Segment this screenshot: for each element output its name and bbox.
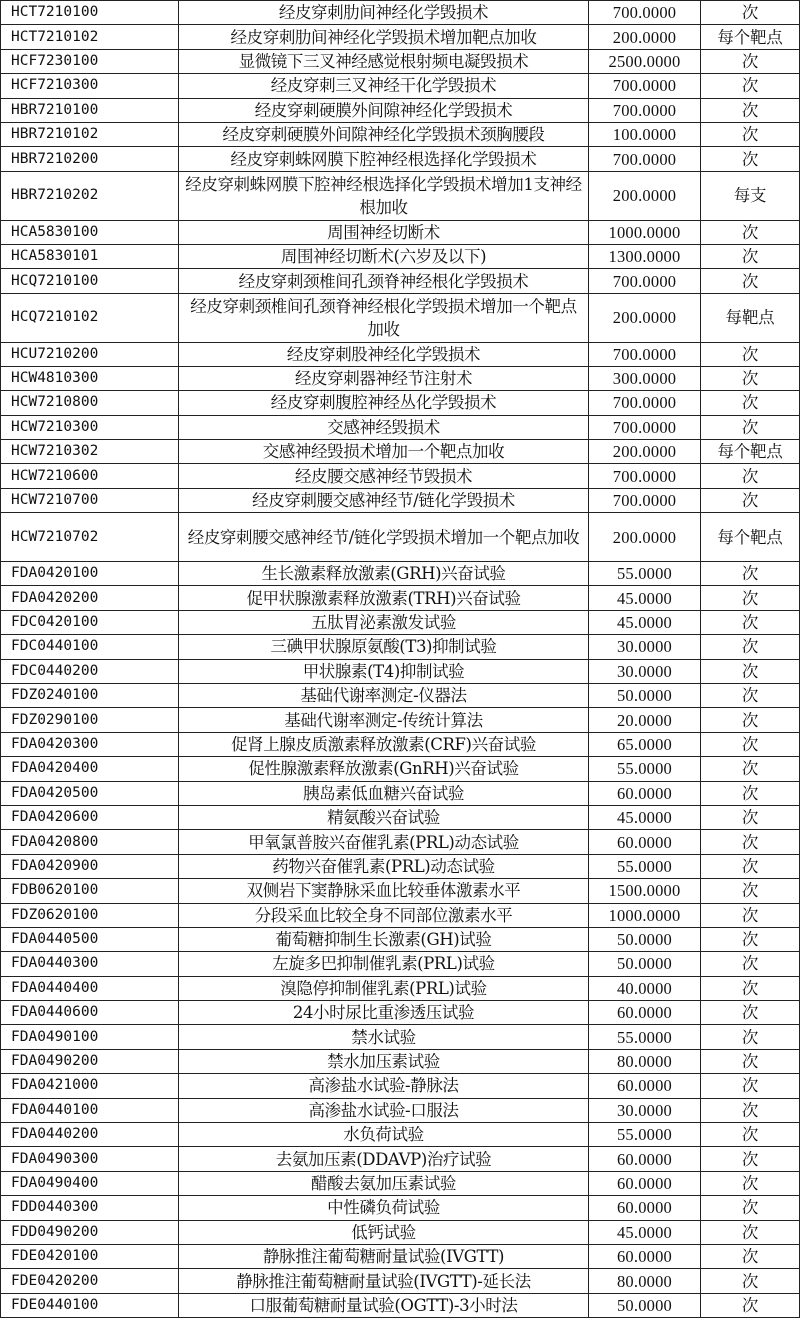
item-code-cell: FDC0440100 bbox=[1, 635, 179, 659]
item-unit-cell: 次 bbox=[701, 562, 800, 586]
table-row bbox=[1, 1, 800, 25]
table-row bbox=[1, 513, 800, 562]
item-unit-cell: 次 bbox=[701, 488, 800, 512]
item-unit-cell: 次 bbox=[701, 610, 800, 634]
item-code-cell: FDZ0290100 bbox=[1, 708, 179, 732]
item-unit-cell: 次 bbox=[701, 659, 800, 683]
item-code-cell: FDA0420500 bbox=[1, 781, 179, 805]
item-price-cell: 700.0000 bbox=[589, 342, 701, 366]
item-unit-cell: 次 bbox=[701, 74, 800, 98]
item-code-cell: FDA0420200 bbox=[1, 586, 179, 610]
item-price-cell: 300.0000 bbox=[589, 366, 701, 390]
item-code-cell: FDD0490200 bbox=[1, 1220, 179, 1244]
table-row bbox=[1, 1147, 800, 1171]
item-code-cell: FDA0420400 bbox=[1, 757, 179, 781]
item-unit-cell: 次 bbox=[701, 635, 800, 659]
item-unit-cell: 次 bbox=[701, 98, 800, 122]
table-row bbox=[1, 464, 800, 488]
item-price-cell: 60.0000 bbox=[589, 1171, 701, 1195]
table-row bbox=[1, 1196, 800, 1220]
table-row bbox=[1, 1001, 800, 1025]
table-row bbox=[1, 391, 800, 415]
item-code-cell: FDA0440500 bbox=[1, 927, 179, 951]
item-price-cell: 45.0000 bbox=[589, 1220, 701, 1244]
table-row bbox=[1, 171, 800, 220]
item-name-cell: 经皮穿刺腰交感神经节/链化学毁损术 bbox=[179, 488, 589, 512]
table-row bbox=[1, 610, 800, 634]
item-code-cell: FDA0421000 bbox=[1, 1074, 179, 1098]
item-name-cell: 经皮穿刺腹腔神经丛化学毁损术 bbox=[179, 391, 589, 415]
item-name-cell: 生长激素释放激素(GRH)兴奋试验 bbox=[179, 562, 589, 586]
item-code-cell: HBR7210102 bbox=[1, 122, 179, 146]
item-unit-cell: 次 bbox=[701, 732, 800, 756]
item-unit-cell: 次 bbox=[701, 708, 800, 732]
table-row bbox=[1, 244, 800, 268]
item-unit-cell: 次 bbox=[701, 683, 800, 707]
item-price-cell: 50.0000 bbox=[589, 927, 701, 951]
table-row bbox=[1, 659, 800, 683]
item-price-cell: 200.0000 bbox=[589, 440, 701, 464]
item-name-cell: 交感神经毁损术增加一个靶点加收 bbox=[179, 440, 589, 464]
item-name-cell: 胰岛素低血糖兴奋试验 bbox=[179, 781, 589, 805]
item-price-cell: 1300.0000 bbox=[589, 244, 701, 268]
item-code-cell: FDC0420100 bbox=[1, 610, 179, 634]
item-code-cell: FDE0420100 bbox=[1, 1244, 179, 1268]
table-row bbox=[1, 683, 800, 707]
table-row bbox=[1, 586, 800, 610]
item-price-cell: 30.0000 bbox=[589, 635, 701, 659]
item-name-cell: 高渗盐水试验-静脉法 bbox=[179, 1074, 589, 1098]
item-code-cell: FDC0440200 bbox=[1, 659, 179, 683]
item-name-cell: 口服葡萄糖耐量试验(OGTT)-3小时法 bbox=[179, 1293, 589, 1317]
item-code-cell: HCW7210702 bbox=[1, 513, 179, 562]
table-row bbox=[1, 732, 800, 756]
item-unit-cell: 次 bbox=[701, 1074, 800, 1098]
item-price-cell: 200.0000 bbox=[589, 25, 701, 49]
item-code-cell: HCA5830101 bbox=[1, 244, 179, 268]
item-name-cell: 基础代谢率测定-传统计算法 bbox=[179, 708, 589, 732]
item-code-cell: HCA5830100 bbox=[1, 220, 179, 244]
item-code-cell: FDA0490400 bbox=[1, 1171, 179, 1195]
item-price-cell: 60.0000 bbox=[589, 1196, 701, 1220]
item-code-cell: FDA0490200 bbox=[1, 1049, 179, 1073]
item-price-cell: 700.0000 bbox=[589, 1, 701, 25]
item-name-cell: 显微镜下三叉神经感觉根射频电凝毁损术 bbox=[179, 49, 589, 73]
item-price-cell: 50.0000 bbox=[589, 683, 701, 707]
item-price-cell: 200.0000 bbox=[589, 513, 701, 562]
item-code-cell: FDA0420300 bbox=[1, 732, 179, 756]
item-price-cell: 20.0000 bbox=[589, 708, 701, 732]
item-code-cell: HBR7210202 bbox=[1, 171, 179, 220]
item-code-cell: HCQ7210102 bbox=[1, 293, 179, 342]
item-code-cell: HCT7210100 bbox=[1, 1, 179, 25]
item-code-cell: HCQ7210100 bbox=[1, 269, 179, 293]
table-row bbox=[1, 74, 800, 98]
table-row bbox=[1, 976, 800, 1000]
table-row bbox=[1, 879, 800, 903]
item-name-cell: 分段采血比较全身不同部位激素水平 bbox=[179, 903, 589, 927]
table-row bbox=[1, 25, 800, 49]
item-unit-cell: 次 bbox=[701, 879, 800, 903]
item-code-cell: FDA0440100 bbox=[1, 1098, 179, 1122]
table-row bbox=[1, 1098, 800, 1122]
item-code-cell: FDA0420900 bbox=[1, 854, 179, 878]
item-price-cell: 60.0000 bbox=[589, 1001, 701, 1025]
item-name-cell: 醋酸去氨加压素试验 bbox=[179, 1171, 589, 1195]
table-row bbox=[1, 122, 800, 146]
item-unit-cell: 次 bbox=[701, 830, 800, 854]
item-name-cell: 24小时尿比重渗透压试验 bbox=[179, 1001, 589, 1025]
item-price-cell: 200.0000 bbox=[589, 171, 701, 220]
item-code-cell: HBR7210200 bbox=[1, 147, 179, 171]
item-name-cell: 经皮穿刺腰交感神经节/链化学毁损术增加一个靶点加收 bbox=[179, 513, 589, 562]
item-code-cell: FDB0620100 bbox=[1, 879, 179, 903]
item-unit-cell: 次 bbox=[701, 952, 800, 976]
item-price-cell: 700.0000 bbox=[589, 415, 701, 439]
item-unit-cell: 次 bbox=[701, 1196, 800, 1220]
table-row bbox=[1, 635, 800, 659]
item-unit-cell: 次 bbox=[701, 586, 800, 610]
item-name-cell: 促性腺激素释放激素(GnRH)兴奋试验 bbox=[179, 757, 589, 781]
item-code-cell: HBR7210100 bbox=[1, 98, 179, 122]
item-price-cell: 80.0000 bbox=[589, 1269, 701, 1293]
table-row bbox=[1, 1171, 800, 1195]
item-price-cell: 50.0000 bbox=[589, 1293, 701, 1317]
table-row bbox=[1, 98, 800, 122]
item-code-cell: HCT7210102 bbox=[1, 25, 179, 49]
item-unit-cell: 次 bbox=[701, 49, 800, 73]
table-row bbox=[1, 1049, 800, 1073]
item-name-cell: 静脉推注葡萄糖耐量试验(IVGTT)-延长法 bbox=[179, 1269, 589, 1293]
item-unit-cell: 次 bbox=[701, 415, 800, 439]
item-name-cell: 溴隐停抑制催乳素(PRL)试验 bbox=[179, 976, 589, 1000]
item-price-cell: 700.0000 bbox=[589, 488, 701, 512]
item-unit-cell: 次 bbox=[701, 464, 800, 488]
item-price-cell: 200.0000 bbox=[589, 293, 701, 342]
item-name-cell: 经皮穿刺颈椎间孔颈脊神经根化学毁损术 bbox=[179, 269, 589, 293]
item-code-cell: HCF7230100 bbox=[1, 49, 179, 73]
item-code-cell: FDA0420100 bbox=[1, 562, 179, 586]
item-name-cell: 三碘甲状腺原氨酸(T3)抑制试验 bbox=[179, 635, 589, 659]
table-row bbox=[1, 805, 800, 829]
item-price-cell: 65.0000 bbox=[589, 732, 701, 756]
table-row bbox=[1, 1074, 800, 1098]
item-price-cell: 1500.0000 bbox=[589, 879, 701, 903]
item-unit-cell: 次 bbox=[701, 220, 800, 244]
item-name-cell: 经皮穿刺颈椎间孔颈脊神经根化学毁损术增加一个靶点加收 bbox=[179, 293, 589, 342]
item-code-cell: FDE0440100 bbox=[1, 1293, 179, 1317]
item-price-cell: 1000.0000 bbox=[589, 903, 701, 927]
table-row bbox=[1, 927, 800, 951]
item-code-cell: FDA0420800 bbox=[1, 830, 179, 854]
table-row bbox=[1, 1269, 800, 1293]
item-name-cell: 高渗盐水试验-口服法 bbox=[179, 1098, 589, 1122]
item-code-cell: FDD0440300 bbox=[1, 1196, 179, 1220]
item-price-cell: 700.0000 bbox=[589, 391, 701, 415]
item-name-cell: 经皮穿刺股神经化学毁损术 bbox=[179, 342, 589, 366]
item-name-cell: 基础代谢率测定-仪器法 bbox=[179, 683, 589, 707]
item-code-cell: HCW7210300 bbox=[1, 415, 179, 439]
item-name-cell: 经皮穿刺硬膜外间隙神经化学毁损术颈胸腰段 bbox=[179, 122, 589, 146]
table-row bbox=[1, 1293, 800, 1317]
item-unit-cell: 次 bbox=[701, 781, 800, 805]
item-unit-cell: 次 bbox=[701, 244, 800, 268]
item-name-cell: 促肾上腺皮质激素释放激素(CRF)兴奋试验 bbox=[179, 732, 589, 756]
item-code-cell: HCW7210600 bbox=[1, 464, 179, 488]
item-price-cell: 2500.0000 bbox=[589, 49, 701, 73]
table-row bbox=[1, 415, 800, 439]
item-code-cell: FDZ0240100 bbox=[1, 683, 179, 707]
item-unit-cell: 次 bbox=[701, 269, 800, 293]
item-name-cell: 药物兴奋催乳素(PRL)动态试验 bbox=[179, 854, 589, 878]
item-code-cell: FDE0420200 bbox=[1, 1269, 179, 1293]
item-unit-cell: 次 bbox=[701, 122, 800, 146]
item-name-cell: 禁水试验 bbox=[179, 1025, 589, 1049]
table-row bbox=[1, 440, 800, 464]
item-unit-cell: 次 bbox=[701, 366, 800, 390]
item-unit-cell: 次 bbox=[701, 976, 800, 1000]
item-unit-cell: 每靶点 bbox=[701, 293, 800, 342]
table-row bbox=[1, 952, 800, 976]
item-unit-cell: 次 bbox=[701, 1001, 800, 1025]
item-unit-cell: 次 bbox=[701, 1098, 800, 1122]
item-unit-cell: 次 bbox=[701, 1147, 800, 1171]
item-price-cell: 60.0000 bbox=[589, 1147, 701, 1171]
item-name-cell: 交感神经毁损术 bbox=[179, 415, 589, 439]
item-code-cell: HCW4810300 bbox=[1, 366, 179, 390]
item-name-cell: 五肽胃泌素激发试验 bbox=[179, 610, 589, 634]
table-row bbox=[1, 269, 800, 293]
item-unit-cell: 次 bbox=[701, 1244, 800, 1268]
item-unit-cell: 次 bbox=[701, 903, 800, 927]
item-name-cell: 左旋多巴抑制催乳素(PRL)试验 bbox=[179, 952, 589, 976]
item-name-cell: 经皮穿刺肋间神经化学毁损术增加靶点加收 bbox=[179, 25, 589, 49]
table-row bbox=[1, 293, 800, 342]
item-price-cell: 55.0000 bbox=[589, 854, 701, 878]
item-code-cell: FDA0490100 bbox=[1, 1025, 179, 1049]
item-price-cell: 50.0000 bbox=[589, 952, 701, 976]
item-price-cell: 55.0000 bbox=[589, 757, 701, 781]
item-price-cell: 700.0000 bbox=[589, 269, 701, 293]
item-price-cell: 55.0000 bbox=[589, 562, 701, 586]
table-row bbox=[1, 488, 800, 512]
item-price-cell: 60.0000 bbox=[589, 781, 701, 805]
item-price-cell: 700.0000 bbox=[589, 147, 701, 171]
item-unit-cell: 次 bbox=[701, 805, 800, 829]
item-name-cell: 经皮穿刺硬膜外间隙神经化学毁损术 bbox=[179, 98, 589, 122]
table-row bbox=[1, 147, 800, 171]
item-name-cell: 周围神经切断术 bbox=[179, 220, 589, 244]
item-price-cell: 55.0000 bbox=[589, 1025, 701, 1049]
item-unit-cell: 每支 bbox=[701, 171, 800, 220]
table-row bbox=[1, 708, 800, 732]
item-name-cell: 经皮腰交感神经节毁损术 bbox=[179, 464, 589, 488]
item-code-cell: FDA0420600 bbox=[1, 805, 179, 829]
item-name-cell: 促甲状腺激素释放激素(TRH)兴奋试验 bbox=[179, 586, 589, 610]
table-row bbox=[1, 49, 800, 73]
item-code-cell: FDA0490300 bbox=[1, 1147, 179, 1171]
item-unit-cell: 次 bbox=[701, 1269, 800, 1293]
item-name-cell: 周围神经切断术(六岁及以下) bbox=[179, 244, 589, 268]
item-code-cell: FDA0440200 bbox=[1, 1123, 179, 1147]
item-code-cell: HCW7210800 bbox=[1, 391, 179, 415]
item-code-cell: HCW7210700 bbox=[1, 488, 179, 512]
item-name-cell: 经皮穿刺肋间神经化学毁损术 bbox=[179, 1, 589, 25]
table-row bbox=[1, 1123, 800, 1147]
item-unit-cell: 次 bbox=[701, 927, 800, 951]
item-price-cell: 30.0000 bbox=[589, 659, 701, 683]
item-unit-cell: 次 bbox=[701, 342, 800, 366]
item-name-cell: 葡萄糖抑制生长激素(GH)试验 bbox=[179, 927, 589, 951]
item-name-cell: 经皮穿刺蛛网膜下腔神经根选择化学毁损术增加1支神经根加收 bbox=[179, 171, 589, 220]
item-code-cell: FDA0440300 bbox=[1, 952, 179, 976]
fee-table-body bbox=[1, 1, 800, 1318]
table-row bbox=[1, 1220, 800, 1244]
item-unit-cell: 次 bbox=[701, 147, 800, 171]
item-name-cell: 经皮穿刺器神经节注射术 bbox=[179, 366, 589, 390]
item-name-cell: 去氨加压素(DDAVP)治疗试验 bbox=[179, 1147, 589, 1171]
item-unit-cell: 次 bbox=[701, 1049, 800, 1073]
item-unit-cell: 次 bbox=[701, 1025, 800, 1049]
item-price-cell: 60.0000 bbox=[589, 1074, 701, 1098]
item-unit-cell: 次 bbox=[701, 757, 800, 781]
item-price-cell: 1000.0000 bbox=[589, 220, 701, 244]
item-price-cell: 55.0000 bbox=[589, 1123, 701, 1147]
table-row bbox=[1, 1025, 800, 1049]
item-price-cell: 100.0000 bbox=[589, 122, 701, 146]
item-price-cell: 60.0000 bbox=[589, 1244, 701, 1268]
item-name-cell: 精氨酸兴奋试验 bbox=[179, 805, 589, 829]
item-name-cell: 双侧岩下窦静脉采血比较垂体激素水平 bbox=[179, 879, 589, 903]
item-price-cell: 40.0000 bbox=[589, 976, 701, 1000]
item-unit-cell: 每个靶点 bbox=[701, 440, 800, 464]
table-row bbox=[1, 757, 800, 781]
table-row bbox=[1, 562, 800, 586]
item-name-cell: 经皮穿刺三叉神经干化学毁损术 bbox=[179, 74, 589, 98]
item-code-cell: HCW7210302 bbox=[1, 440, 179, 464]
item-code-cell: FDA0440400 bbox=[1, 976, 179, 1000]
item-price-cell: 30.0000 bbox=[589, 1098, 701, 1122]
item-code-cell: HCF7210300 bbox=[1, 74, 179, 98]
item-name-cell: 经皮穿刺蛛网膜下腔神经根选择化学毁损术 bbox=[179, 147, 589, 171]
item-name-cell: 中性磷负荷试验 bbox=[179, 1196, 589, 1220]
item-unit-cell: 每个靶点 bbox=[701, 513, 800, 562]
table-row bbox=[1, 903, 800, 927]
item-code-cell: HCU7210200 bbox=[1, 342, 179, 366]
item-unit-cell: 次 bbox=[701, 854, 800, 878]
item-name-cell: 甲氧氯普胺兴奋催乳素(PRL)动态试验 bbox=[179, 830, 589, 854]
item-unit-cell: 次 bbox=[701, 1123, 800, 1147]
table-row bbox=[1, 220, 800, 244]
item-price-cell: 45.0000 bbox=[589, 805, 701, 829]
item-unit-cell: 次 bbox=[701, 391, 800, 415]
table-row bbox=[1, 854, 800, 878]
item-name-cell: 水负荷试验 bbox=[179, 1123, 589, 1147]
table-row bbox=[1, 781, 800, 805]
item-name-cell: 静脉推注葡萄糖耐量试验(IVGTT) bbox=[179, 1244, 589, 1268]
item-code-cell: FDZ0620100 bbox=[1, 903, 179, 927]
table-row bbox=[1, 830, 800, 854]
item-name-cell: 甲状腺素(T4)抑制试验 bbox=[179, 659, 589, 683]
item-price-cell: 45.0000 bbox=[589, 610, 701, 634]
item-unit-cell: 次 bbox=[701, 1171, 800, 1195]
item-price-cell: 80.0000 bbox=[589, 1049, 701, 1073]
item-price-cell: 45.0000 bbox=[589, 586, 701, 610]
item-price-cell: 700.0000 bbox=[589, 98, 701, 122]
table-row bbox=[1, 1244, 800, 1268]
item-unit-cell: 次 bbox=[701, 1293, 800, 1317]
item-name-cell: 禁水加压素试验 bbox=[179, 1049, 589, 1073]
table-row bbox=[1, 342, 800, 366]
item-price-cell: 60.0000 bbox=[589, 830, 701, 854]
item-code-cell: FDA0440600 bbox=[1, 1001, 179, 1025]
item-unit-cell: 次 bbox=[701, 1220, 800, 1244]
item-name-cell: 低钙试验 bbox=[179, 1220, 589, 1244]
table-row bbox=[1, 366, 800, 390]
item-unit-cell: 每个靶点 bbox=[701, 25, 800, 49]
item-unit-cell: 次 bbox=[701, 1, 800, 25]
item-price-cell: 700.0000 bbox=[589, 464, 701, 488]
item-price-cell: 700.0000 bbox=[589, 74, 701, 98]
